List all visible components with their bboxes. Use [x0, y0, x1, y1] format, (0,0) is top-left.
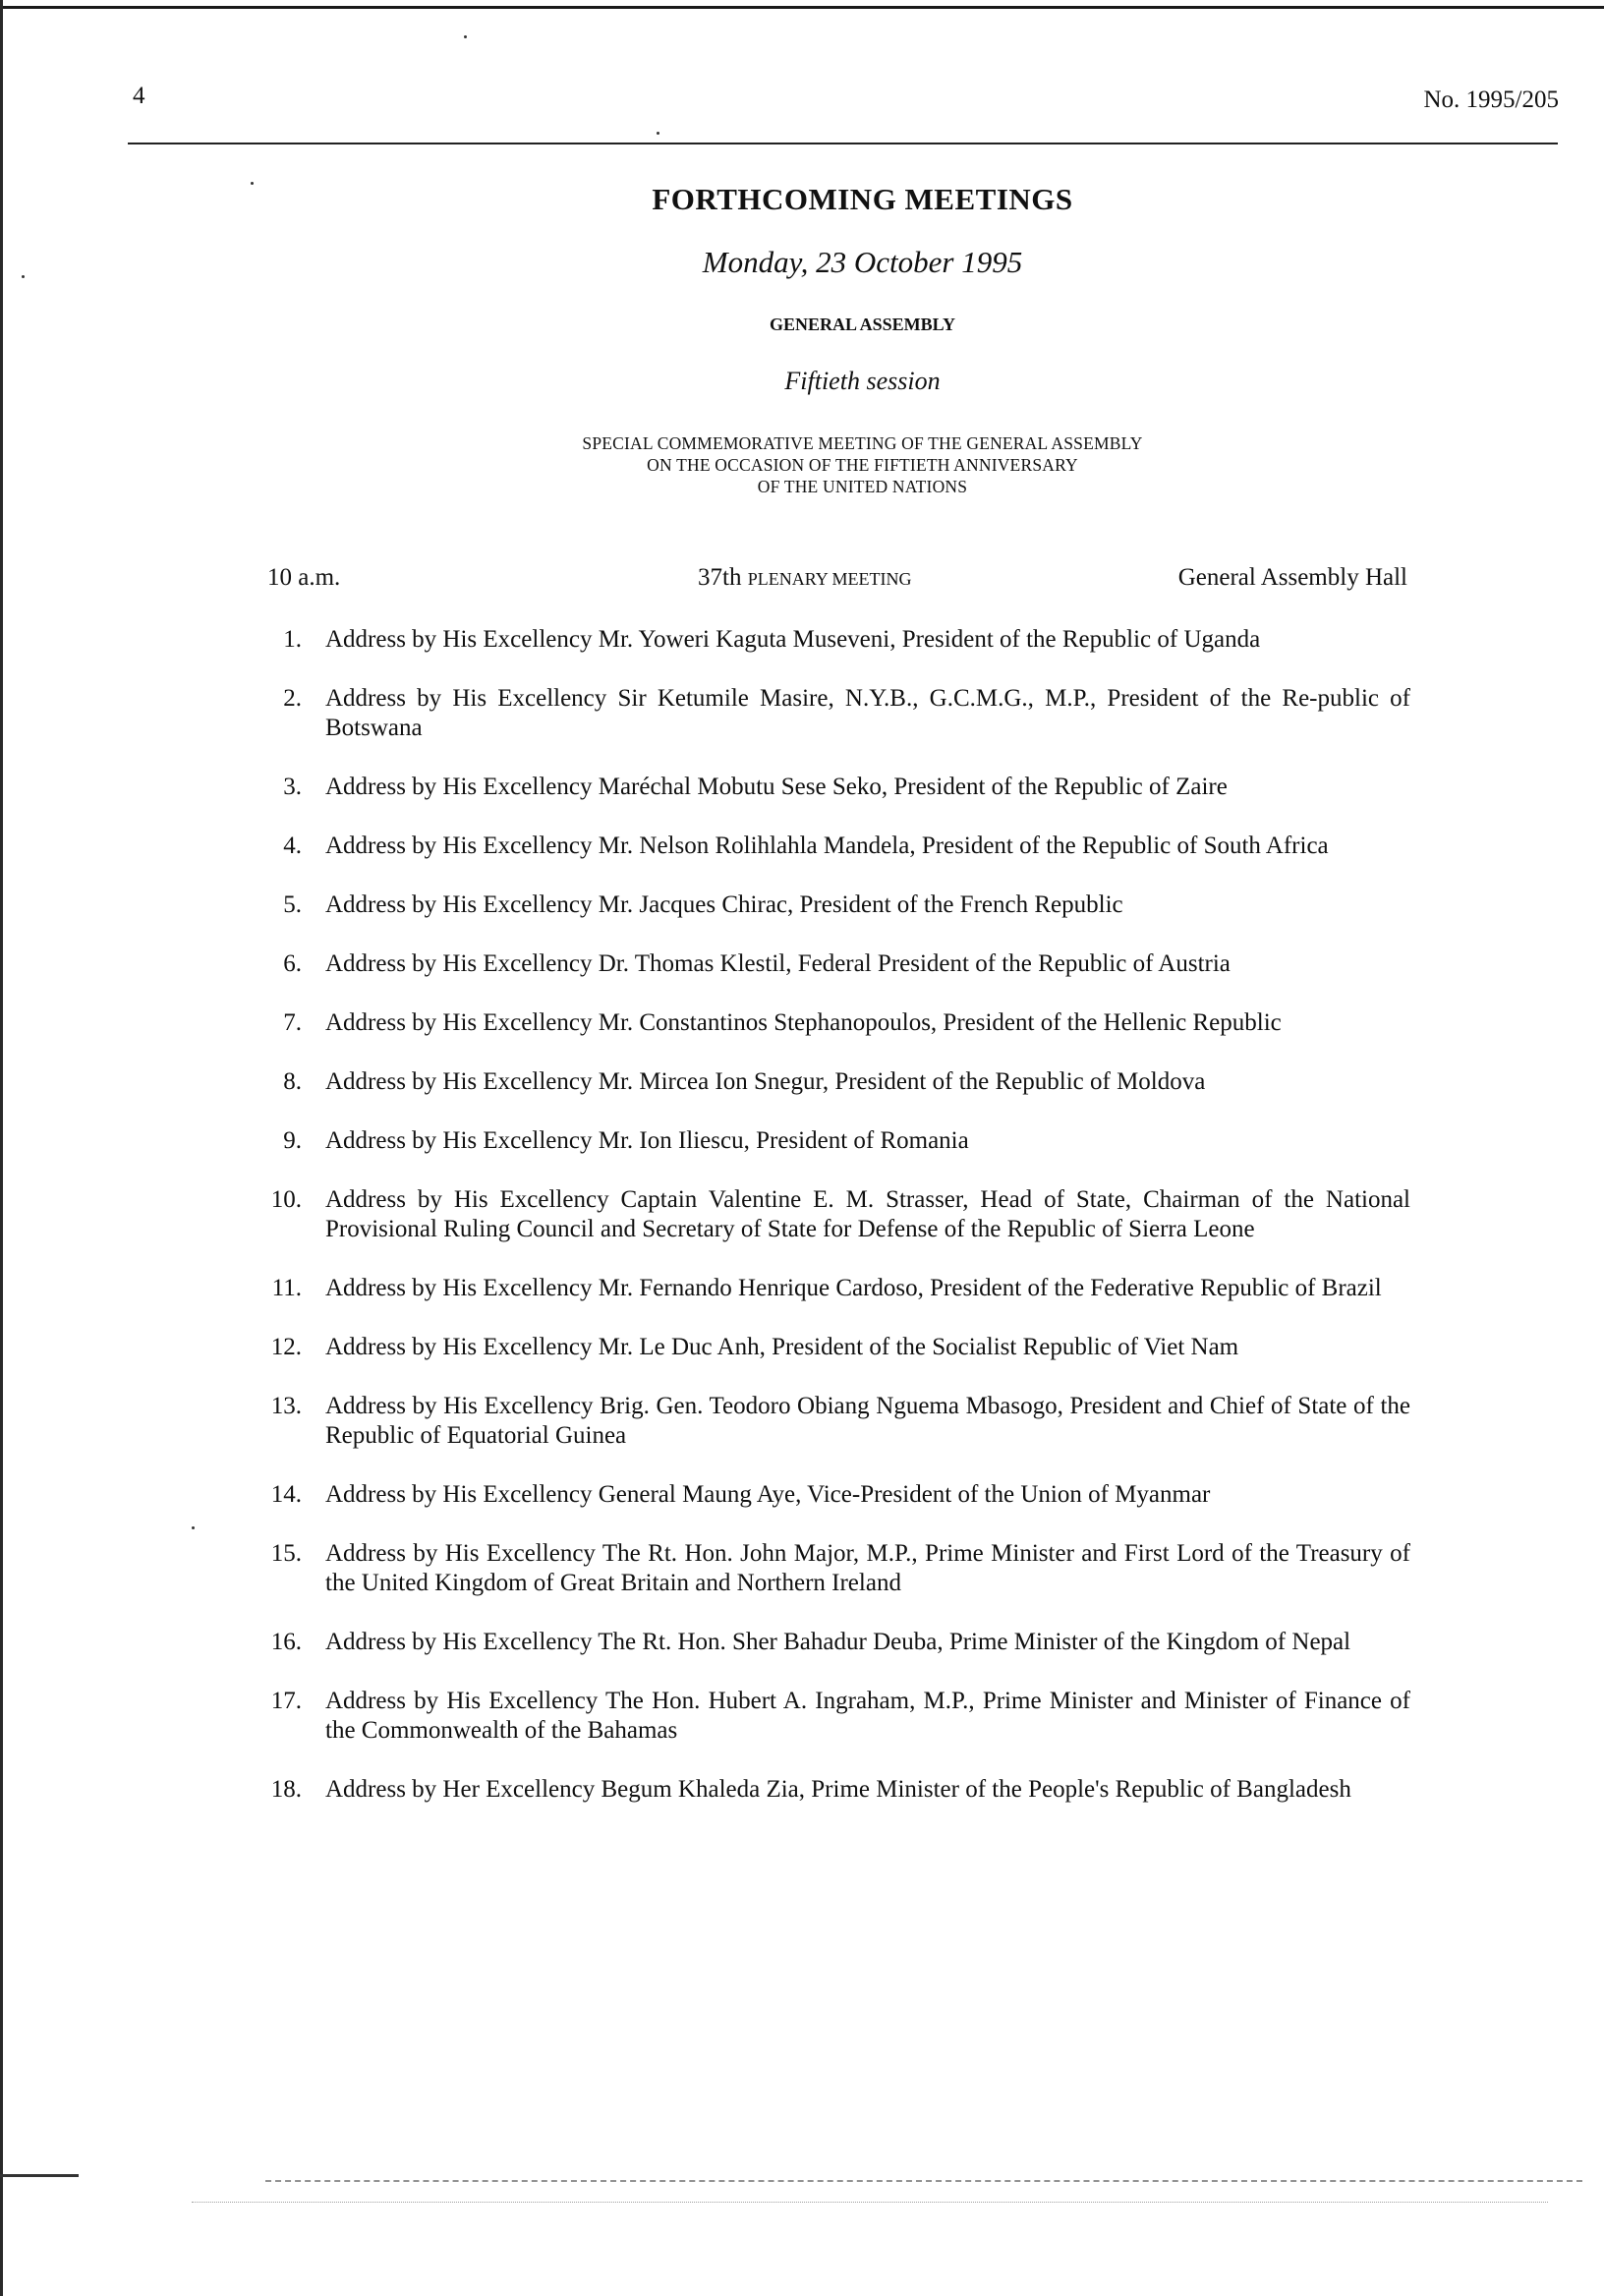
document-number: No. 1995/205 — [1423, 86, 1559, 113]
agenda-item — [251, 1067, 1410, 1097]
scan-footer-mark — [0, 2174, 79, 2177]
agenda-item — [251, 949, 1410, 979]
agenda-item-text: Address by Her Excellency Begum Khaleda Zia, Prime Minister of the People's Republic of Bangladesh — [325, 1776, 1351, 1803]
agenda-item-number: 5. — [283, 891, 302, 918]
agenda-item-text: Address by His Excellency Sir Ketumile Masire, N.Y.B., G.C.M.G., M.P., President of the Re-public of Botswana — [325, 685, 1410, 741]
agenda-item — [251, 773, 1410, 802]
agenda-item-text: Address by His Excellency Mr. Mircea Ion Snegur, President of the Republic of Moldova — [325, 1068, 1206, 1095]
agenda-list — [251, 625, 1410, 1834]
scan-left-border — [0, 0, 3, 2296]
agenda-item-number: 18. — [270, 1776, 302, 1803]
body-name: GENERAL ASSEMBLY — [770, 315, 955, 334]
agenda-item — [251, 1775, 1410, 1805]
agenda-item-number: 10. — [270, 1186, 302, 1213]
agenda-item-text: Address by His Excellency Mr. Jacques Chirac, President of the French Republic — [325, 891, 1123, 918]
agenda-item-number: 3. — [283, 774, 302, 800]
agenda-item — [251, 1274, 1410, 1303]
scan-speck — [657, 132, 659, 135]
agenda-item-text: Address by His Excellency Mr. Nelson Rolihlahla Mandela, President of the Republic of South Africa — [325, 832, 1329, 859]
agenda-item-text: Address by His Excellency Captain Valentine E. M. Strasser, Head of State, Chairman of the National Provisional Ruling Council and Secretary of State for Defense of the Republic of Sierra Leone — [325, 1186, 1410, 1242]
footer-divider — [265, 2180, 1582, 2182]
agenda-item-number: 4. — [283, 832, 302, 859]
agenda-item-text: Address by His Excellency The Rt. Hon. Sher Bahadur Deuba, Prime Minister of the Kingdom of Nepal — [325, 1629, 1351, 1655]
agenda-item — [251, 1185, 1410, 1244]
agenda-item — [251, 1480, 1410, 1510]
agenda-item — [251, 625, 1410, 655]
scan-speck — [464, 35, 467, 38]
special-meeting-line: OF THE UNITED NATIONS — [757, 477, 968, 496]
agenda-item-number: 2. — [283, 685, 302, 712]
agenda-item-text: Address by His Excellency The Hon. Hubert A. Ingraham, M.P., Prime Minister and Minister of Finance of the Commonwealth of the Bahamas — [325, 1688, 1410, 1744]
agenda-item-number: 15. — [270, 1540, 302, 1567]
special-meeting-heading — [0, 432, 1604, 497]
agenda-item-text: Address by His Excellency Dr. Thomas Klestil, Federal President of the Republic of Austria — [325, 950, 1231, 977]
agenda-item-number: 9. — [283, 1127, 302, 1154]
scan-speck — [192, 1526, 195, 1529]
meeting-date: Monday, 23 October 1995 — [702, 245, 1023, 279]
footer-divider-faint — [192, 2202, 1548, 2203]
agenda-item — [251, 832, 1410, 861]
session-name: Fiftieth session — [784, 367, 941, 395]
agenda-item-text: Address by His Excellency Mr. Fernando Henrique Cardoso, President of the Federative Republic of Brazil — [325, 1275, 1382, 1301]
agenda-item-text: Address by His Excellency Mr. Le Duc Anh, President of the Socialist Republic of Viet Nam — [325, 1334, 1239, 1360]
agenda-item-text: Address by His Excellency Maréchal Mobutu Sese Seko, President of the Republic of Zaire — [325, 774, 1228, 800]
agenda-item — [251, 684, 1410, 743]
agenda-item — [251, 1539, 1410, 1598]
agenda-item-text: Address by His Excellency The Rt. Hon. John Major, M.P., Prime Minister and First Lord of the Treasury of the United Kingdom of Great Britain and Northern Ireland — [325, 1540, 1410, 1596]
agenda-item-number: 1. — [283, 626, 302, 653]
agenda-item — [251, 890, 1410, 920]
meeting-number: 37th — [698, 564, 742, 591]
meeting-time: 10 a.m. — [267, 564, 341, 591]
agenda-item-text: Address by His Excellency Brig. Gen. Teodoro Obiang Nguema Mbasogo, President and Chief of State of the Republic of Equatorial Guinea — [325, 1393, 1410, 1449]
scan-top-border — [0, 6, 1604, 9]
meeting-name — [698, 564, 912, 592]
agenda-item — [251, 1628, 1410, 1657]
header-divider — [128, 143, 1558, 144]
agenda-item-text: Address by His Excellency Mr. Constantinos Stephanopoulos, President of the Hellenic Republic — [325, 1009, 1282, 1036]
agenda-item — [251, 1687, 1410, 1746]
agenda-item-number: 6. — [283, 950, 302, 977]
agenda-item — [251, 1126, 1410, 1156]
agenda-item-number: 12. — [270, 1334, 302, 1360]
agenda-item-number: 16. — [270, 1629, 302, 1655]
agenda-item — [251, 1392, 1410, 1451]
agenda-item-number: 11. — [271, 1275, 302, 1301]
meeting-type: PLENARY MEETING — [747, 569, 912, 589]
page-title: FORTHCOMING MEETINGS — [652, 182, 1073, 216]
agenda-item-text: Address by His Excellency Mr. Yoweri Kaguta Museveni, President of the Republic of Uganda — [325, 626, 1261, 653]
agenda-item-text: Address by His Excellency General Maung Aye, Vice-President of the Union of Myanmar — [325, 1481, 1211, 1508]
meeting-location: General Assembly Hall — [1177, 564, 1407, 591]
special-meeting-line: SPECIAL COMMEMORATIVE MEETING OF THE GENERAL ASSEMBLY — [582, 433, 1143, 453]
agenda-item-number: 13. — [270, 1393, 302, 1419]
special-meeting-line: ON THE OCCASION OF THE FIFTIETH ANNIVERSARY — [647, 455, 1078, 475]
agenda-item-number: 7. — [283, 1009, 302, 1036]
agenda-item-number: 17. — [270, 1688, 302, 1714]
agenda-item-number: 8. — [283, 1068, 302, 1095]
page-number: 4 — [133, 83, 145, 109]
agenda-item — [251, 1333, 1410, 1362]
agenda-item-number: 14. — [270, 1481, 302, 1508]
meeting-info-row — [267, 564, 1407, 598]
agenda-item-text: Address by His Excellency Mr. Ion Iliescu, President of Romania — [325, 1127, 969, 1154]
agenda-item — [251, 1008, 1410, 1038]
